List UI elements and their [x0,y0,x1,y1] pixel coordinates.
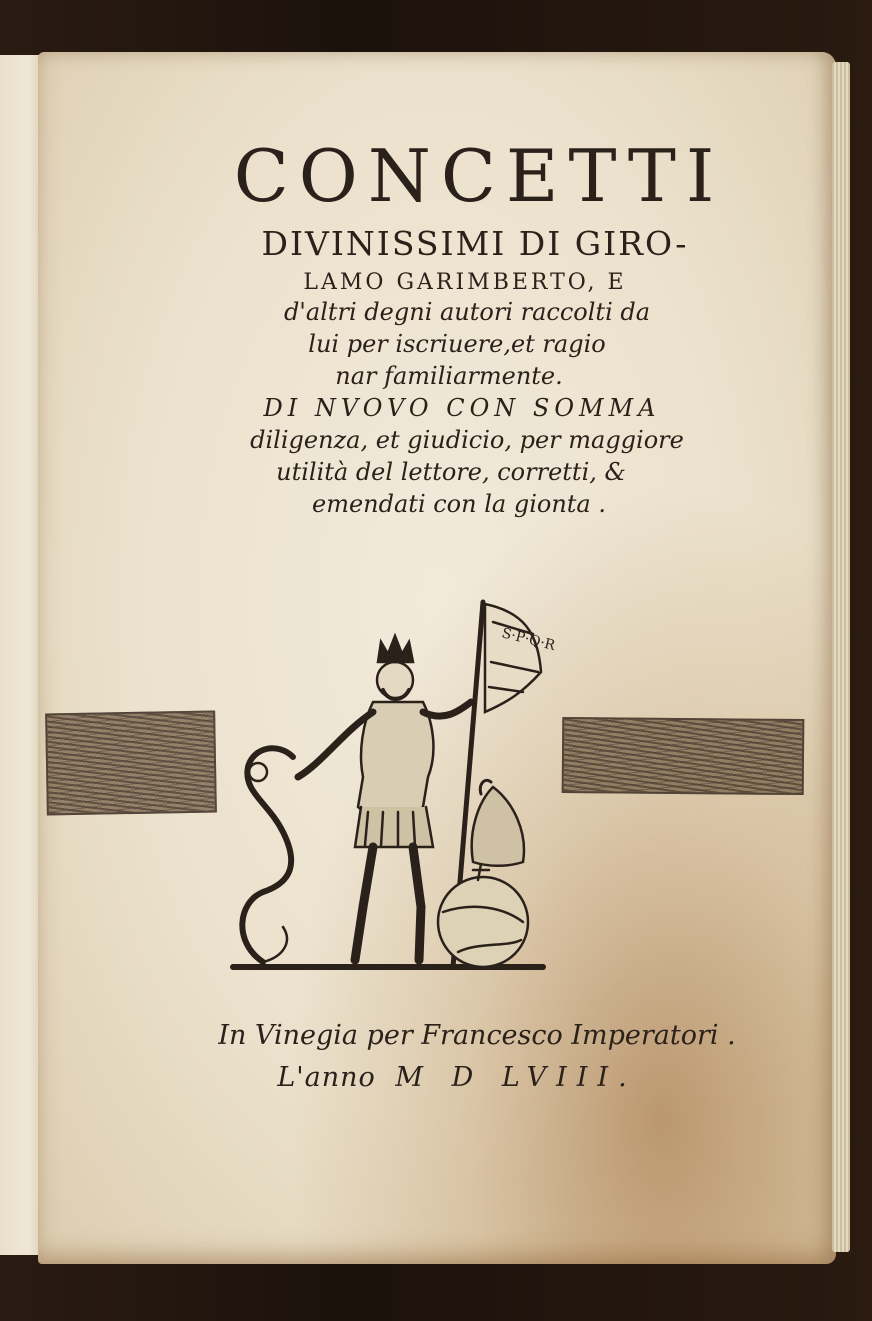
title-line-9: utilità del lettore, corretti, & [276,458,626,486]
woodcut-illustration [223,562,563,982]
imprint-line: In Vinegia per Francesco Imperatori . [218,1020,736,1051]
title-line-3: LAMO GARIMBERTO, E [303,270,627,295]
banner-inscription: S·P·Q·R [500,625,557,655]
title-line-5: lui per iscriuere,et ragio [308,330,606,358]
imprint-year: M D LVIII. [395,1062,637,1093]
title-line-2: DIVINISSIMI DI GIRO- [261,224,689,263]
title-page [38,52,836,1264]
ink-scribble-left [45,711,217,816]
title-line-6: nar familiarmente. [335,362,563,390]
title-line-10: emendati con la gionta . [312,490,606,518]
imprint-date-line [58,1062,856,1093]
title-line-4: d'altri degni autori raccolti da [283,298,651,326]
title-line-8: diligenza, et giudicio, per maggiore [250,426,684,454]
title-line-7: DI NVOVO CON SOMMA [263,394,661,422]
ink-scribble-right [562,717,805,795]
title-word: CONCETTI [233,134,725,218]
page-block-edge [832,62,850,1252]
imprint-date-prefix: L'anno [277,1062,376,1093]
